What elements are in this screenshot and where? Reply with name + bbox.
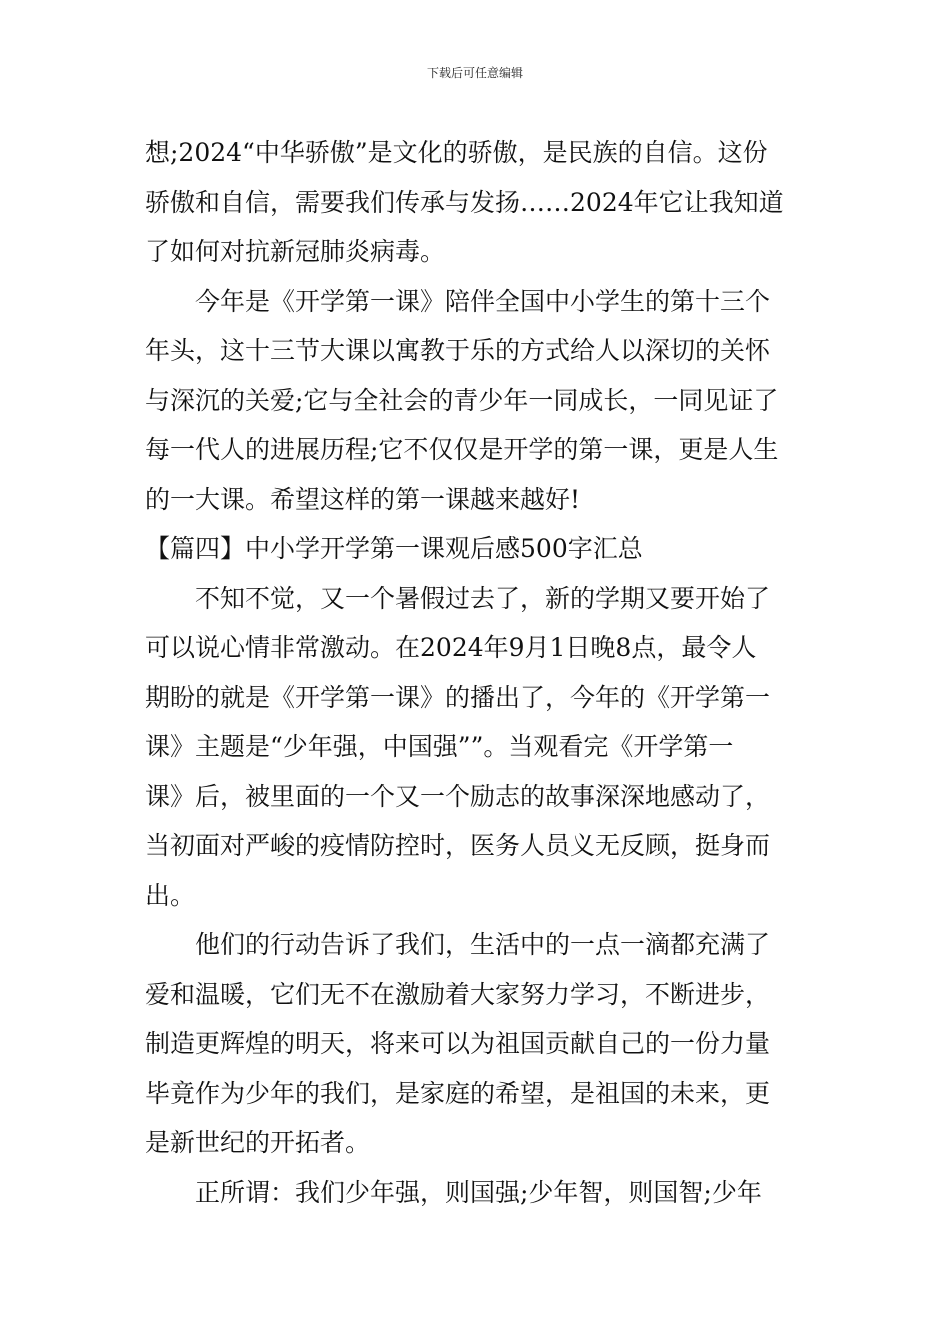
- text-line: 年头，这十三节大课以寓教于乐的方式给人以深切的关怀: [145, 336, 771, 365]
- text-line: 了如何对抗新冠肺炎病毒。: [145, 237, 446, 266]
- text-line: 是新世纪的开拓者。: [145, 1128, 371, 1157]
- paragraph-first-line: 不知不觉，又一个暑假过去了，新的学期又要开始了: [195, 583, 771, 613]
- paragraph-first-line: 正所谓：我们少年强，则国强;少年智，则国智;少年: [195, 1177, 762, 1207]
- text-line: 骄傲和自信，需要我们传承与发扬……2024年它让我知道: [145, 187, 784, 217]
- document-body: [145, 128, 809, 1217]
- page-header: 下载后可任意编辑: [426, 66, 523, 80]
- text-line: 期盼的就是《开学第一课》的播出了，今年的《开学第一: [145, 682, 771, 712]
- text-line: 的一大课。希望这样的第一课越来越好!: [145, 484, 581, 514]
- text-line: 每一代人的进展历程;它不仅仅是开学的第一课，更是人生: [145, 435, 779, 464]
- section-heading: 【篇四】中小学开学第一课观后感500字汇总: [145, 534, 643, 563]
- text-line: 课》主题是“少年强，中国强””。当观看完《开学第一: [145, 732, 734, 761]
- text-line: 课》后，被里面的一个又一个励志的故事深深地感动了，: [145, 781, 771, 811]
- text-line: 当初面对严峻的疫情防控时，医务人员义无反顾，挺身而: [145, 831, 771, 860]
- text-line: 与深沉的关爱;它与全社会的青少年一同成长，一同见证了: [145, 385, 779, 415]
- text-line: 可以说心情非常激动。在2024年9月1日晚8点，最令人: [145, 633, 757, 662]
- text-line: 想;2024“中华骄傲”是文化的骄傲，是民族的自信。这份: [145, 138, 768, 167]
- text-line: 爱和温暖，它们无不在激励着大家努力学习，不断进步，: [145, 979, 771, 1009]
- paragraph-first-line: 他们的行动告诉了我们，生活中的一点一滴都充满了: [195, 930, 771, 959]
- text-line: 毕竟作为少年的我们，是家庭的希望，是祖国的未来，更: [145, 1078, 771, 1108]
- text-line: 出。: [145, 880, 196, 910]
- paragraph-first-line: 今年是《开学第一课》陪伴全国中小学生的第十三个: [195, 286, 771, 316]
- text-line: 制造更辉煌的明天，将来可以为祖国贡献自己的一份力量: [145, 1029, 771, 1058]
